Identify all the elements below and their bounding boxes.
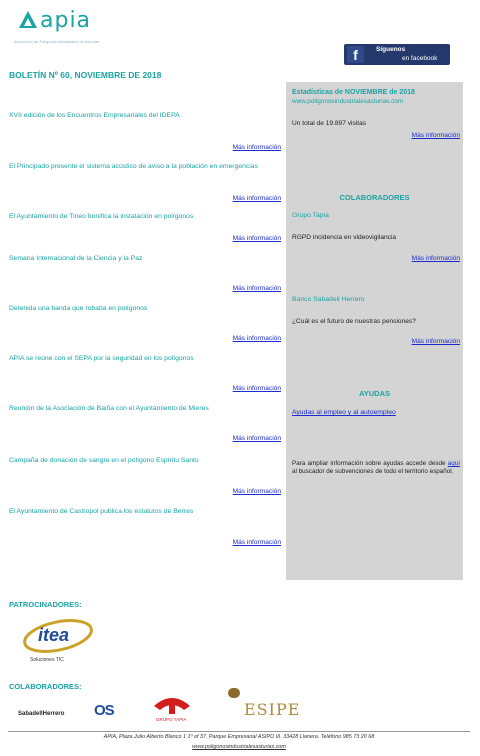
- news-more-8[interactable]: Más información: [232, 488, 281, 495]
- colaboradores-heading: COLABORADORES: [339, 193, 410, 202]
- footer-url[interactable]: www.poligonosindustrialesasturias.com: [192, 744, 286, 750]
- ayudas-text: [292, 460, 460, 476]
- stats-title: Estadísticas de NOVIEMBRE de 2018: [292, 89, 415, 96]
- ayudas-link[interactable]: Ayudas al empleo y al autoempleo: [292, 409, 396, 416]
- news-more-4[interactable]: Más información: [232, 285, 281, 292]
- apia-logo-text: apia: [40, 8, 92, 33]
- news-title-2[interactable]: El Principado presente el sistema acústico de aviso a la población en emergencias: [9, 163, 258, 170]
- news-more-2[interactable]: Más información: [232, 195, 281, 202]
- facebook-icon: f: [347, 46, 364, 63]
- news-more-9[interactable]: Más información: [232, 539, 281, 546]
- apia-logo: [14, 10, 124, 52]
- sabadell-logo: SabadellHerrero: [18, 711, 65, 717]
- tapia-phone-icon: [150, 692, 194, 714]
- news-title-1[interactable]: XVII edición de los Encuentros Empresariales del IDEPA: [9, 112, 180, 119]
- news-title-5[interactable]: Detenida una banda que robaba en polígonos: [9, 305, 148, 312]
- os-logo: OS: [94, 702, 114, 719]
- apia-logo-subtitle: Asociación de Polígonos Industriales de Asturias: [14, 40, 100, 44]
- collaborator-more-1[interactable]: Más información: [411, 255, 460, 262]
- ayudas-aqui-link[interactable]: aquí: [447, 460, 460, 467]
- news-more-6[interactable]: Más información: [232, 385, 281, 392]
- tapia-logo-text: GRUPO TAPIA: [156, 717, 187, 722]
- collaborator-more-2[interactable]: Más información: [411, 338, 460, 345]
- news-title-8[interactable]: Campaña de donación de sangre en el polígono Espíritu Santo: [9, 457, 199, 464]
- colaboradores-footer-heading: COLABORADORES:: [9, 682, 82, 691]
- stats-url[interactable]: www.poligonosindustrialesasturias.com: [292, 98, 404, 105]
- ayudas-text-pre: Para ampliar información sobre ayudas accede desde: [292, 460, 448, 467]
- esipe-logo-text: ESIPE: [244, 700, 301, 719]
- news-title-7[interactable]: Reunión de la Asociación de Baiña con el Ayuntamiento de Mieres: [9, 405, 209, 412]
- sidebar: [286, 82, 463, 580]
- news-more-1[interactable]: Más información: [232, 144, 281, 151]
- news-more-7[interactable]: Más información: [232, 435, 281, 442]
- collaborator-name-1: Grupo Tapia: [292, 212, 329, 219]
- ayudas-text-post: al buscador de subvenciones de todo el territorio español.: [292, 468, 454, 475]
- footer-divider: [8, 731, 470, 732]
- stats-visits: Un total de 19.897 visitas: [292, 120, 367, 127]
- collaborator-text-1: RGPD incidencia en videovigilancia: [292, 234, 397, 241]
- news-more-3[interactable]: Más información: [232, 235, 281, 242]
- collaborator-text-2: ¿Cuál es el futuro de nuestras pensiones?: [292, 318, 416, 325]
- stats-more[interactable]: Más información: [411, 132, 460, 139]
- news-title-9[interactable]: El Ayuntamiento de Castropol publica los estatutos de Berres: [9, 508, 194, 515]
- bulletin-title: BOLETÍN Nº 60, NOVIEMBRE DE 2018: [9, 70, 162, 80]
- patrocinadores-heading: PATROCINADORES:: [9, 600, 82, 609]
- news-title-6[interactable]: APIA se reúne con el SEPA por la seguridad en los polígonos: [9, 355, 194, 362]
- news-title-3[interactable]: El Ayuntamiento de Tineo bonifica la instalación en polígonos: [9, 213, 194, 220]
- esipe-logo: [228, 688, 300, 728]
- apia-triangle-icon: [18, 10, 38, 30]
- tapia-logo: [150, 692, 194, 726]
- esipe-bubble-icon: [228, 688, 240, 698]
- footer-address: APIA, Plaza Julio Alberto Blanco 1 1º of 37, Parque Empresarial ASIPO III. 33428 Llanera. Teléfono 985 73 20 68: [103, 734, 375, 740]
- collaborator-name-2: Banco Sabadell Herrero: [292, 296, 365, 303]
- news-more-5[interactable]: Más información: [232, 335, 281, 342]
- news-title-4[interactable]: Semana Internacional de la Ciencia y la Paz: [9, 255, 143, 262]
- ayudas-heading: AYUDAS: [359, 389, 390, 398]
- facebook-button[interactable]: [344, 44, 450, 65]
- facebook-label-2: en facebook: [402, 55, 438, 62]
- itea-logo-subtitle: Soluciones TIC: [30, 657, 64, 663]
- itea-logo: [20, 616, 96, 664]
- itea-logo-text: itea: [38, 625, 70, 645]
- facebook-label-1: Síguenos: [376, 46, 406, 53]
